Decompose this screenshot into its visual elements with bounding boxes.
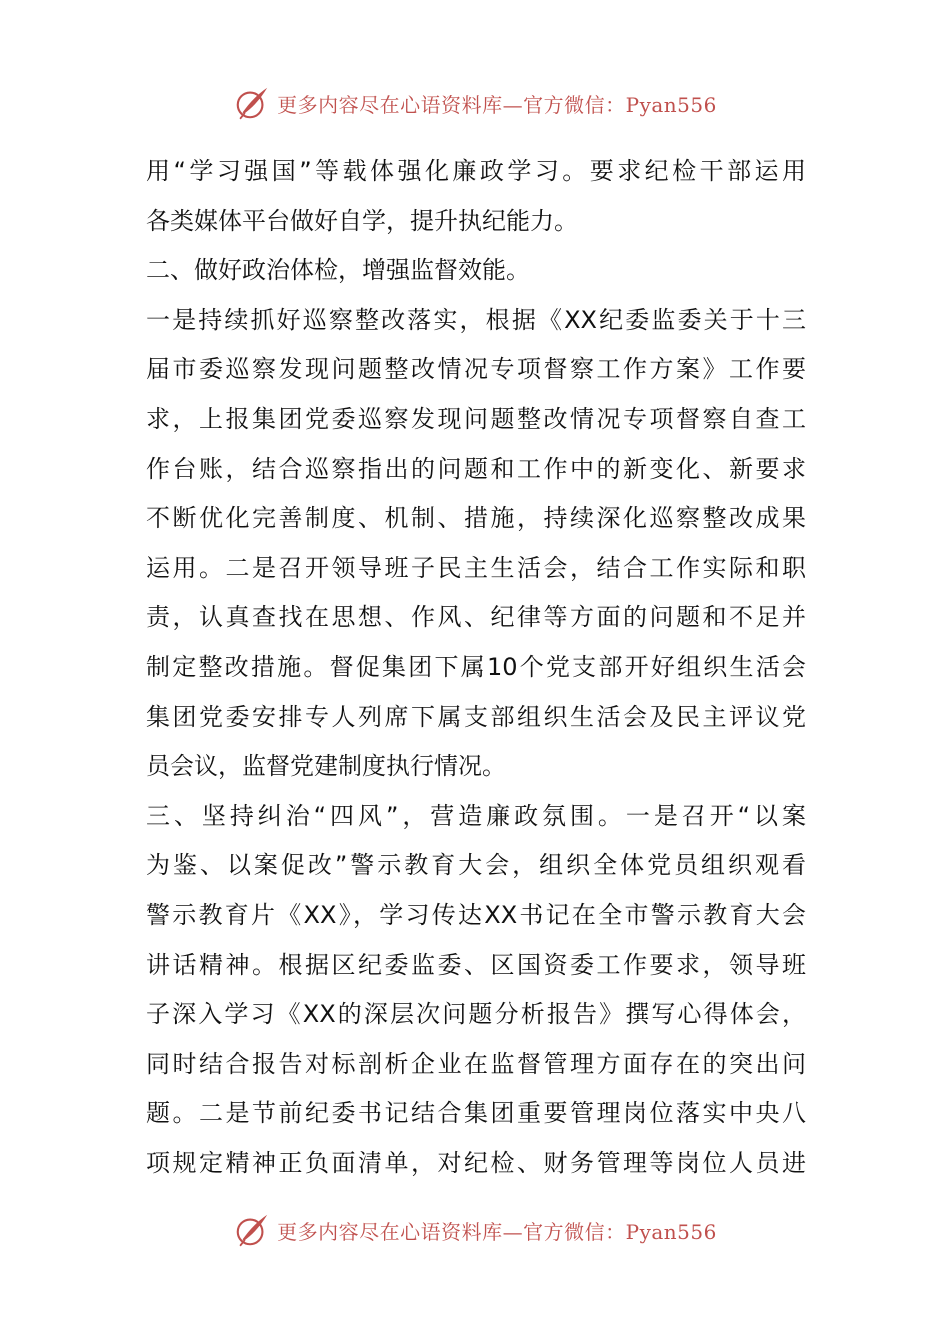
quill-pen-logo-icon	[233, 84, 271, 122]
text-line: 项规定精神正负面清单，对纪检、财务管理等岗位人员进	[146, 1148, 806, 1177]
text-line: 作台账，结合巡察指出的问题和工作中的新变化、新要求	[146, 454, 806, 483]
text-line: 制定整改措施。督促集团下属10个党支部开好组织生活会	[146, 652, 806, 681]
text-line: 为鉴、以案促改”警示教育大会，组织全体党员组织观看	[146, 851, 806, 880]
footer-banner-text	[277, 1216, 717, 1245]
text-line: 用“学习强国”等载体强化廉政学习。要求纪检干部运用	[146, 157, 806, 185]
text-line: 不断优化完善制度、机制、措施，持续深化巡察整改成果	[146, 504, 806, 533]
text-line: 题。二是节前纪委书记结合集团重要管理岗位落实中央八	[146, 1099, 806, 1128]
text-line: 求，上报集团党委巡察发现问题整改情况专项督察自查工	[146, 404, 806, 433]
text-line: 员会议，监督党建制度执行情况。	[146, 752, 506, 781]
text-line: 各类媒体平台做好自学，提升执纪能力。	[146, 206, 578, 235]
header-banner-text	[277, 89, 717, 118]
header-banner-label: 更多内容尽在心语资料库—官方微信：	[277, 92, 626, 117]
footer-banner	[0, 1208, 950, 1252]
footer-banner-label: 更多内容尽在心语资料库—官方微信：	[277, 1219, 626, 1244]
quill-pen-logo-icon	[233, 1211, 271, 1249]
text-line: 集团党委安排专人列席下属支部组织生活会及民主评议党	[146, 702, 806, 731]
header-wechat-id: Pyan556	[625, 92, 717, 117]
text-line: 二、做好政治体检，增强监督效能。	[146, 256, 530, 285]
text-line: 责，认真查找在思想、作风、纪律等方面的问题和不足并	[146, 603, 806, 632]
footer-wechat-id: Pyan556	[625, 1219, 717, 1244]
text-line: 子深入学习《XX的深层次问题分析报告》撰写心得体会，	[146, 1000, 806, 1029]
text-line: 运用。二是召开领导班子民主生活会，结合工作实际和职	[146, 553, 806, 582]
text-line: 同时结合报告对标剖析企业在监督管理方面存在的突出问	[146, 1049, 806, 1078]
text-line: 一是持续抓好巡察整改落实，根据《XX纪委监委关于十三	[146, 305, 806, 334]
text-line: 警示教育片《XX》，学习传达XX书记在全市警示教育大会	[146, 900, 806, 929]
text-line: 届市委巡察发现问题整改情况专项督察工作方案》工作要	[146, 355, 806, 384]
text-line: 讲话精神。根据区纪委监委、区国资委工作要求，领导班	[146, 950, 806, 979]
document-body	[146, 147, 806, 1188]
header-banner	[0, 81, 950, 125]
text-line: 三、坚持纠治“四风”，营造廉政氛围。一是召开“以案	[146, 801, 806, 830]
